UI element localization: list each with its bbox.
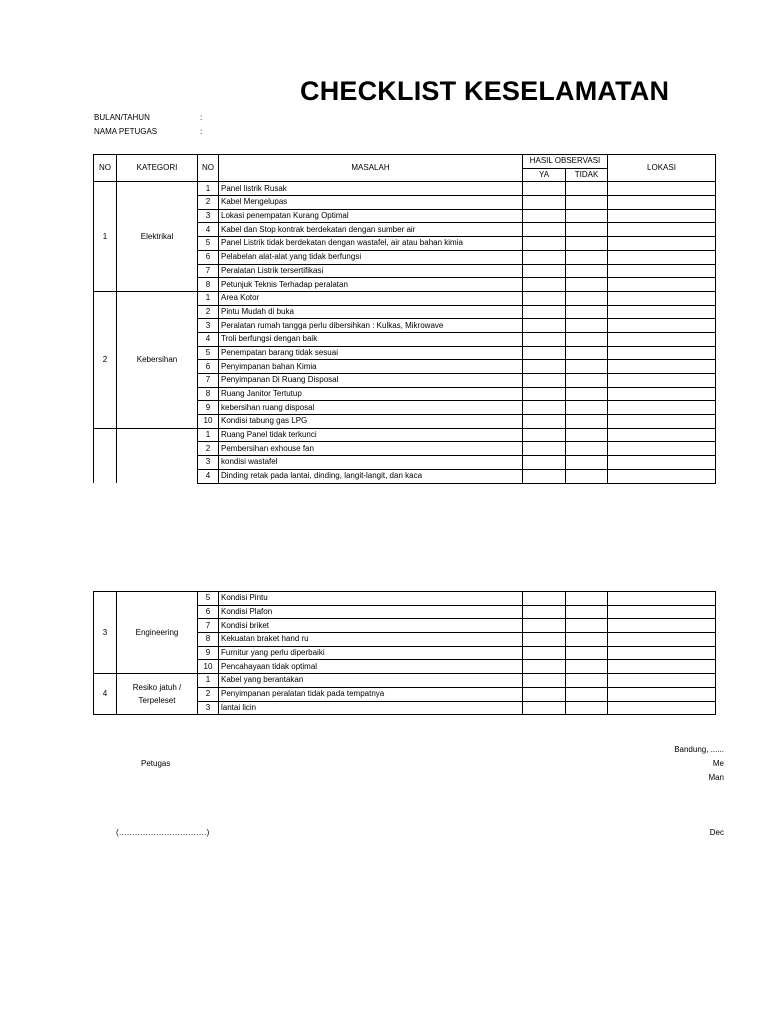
- header-no: NO: [94, 155, 117, 182]
- item-number: 1: [198, 428, 219, 442]
- ya-cell[interactable]: [523, 319, 566, 333]
- item-text: kondisi wastafel: [219, 456, 523, 470]
- tidak-cell[interactable]: [566, 469, 608, 483]
- item-number: 1: [198, 674, 219, 688]
- item-text: Kabel dan Stop kontrak berdekatan dengan sumber air: [219, 223, 523, 237]
- lokasi-cell[interactable]: [608, 592, 716, 606]
- item-text: Panel listrik Rusak: [219, 182, 523, 196]
- item-text: Kabel yang berantakan: [219, 674, 523, 688]
- lokasi-cell[interactable]: [608, 182, 716, 196]
- item-text: Penyimpanan Di Ruang Disposal: [219, 374, 523, 388]
- header-lokasi: LOKASI: [608, 155, 716, 182]
- item-text: Penyimpanan bahan Kimia: [219, 360, 523, 374]
- ya-cell[interactable]: [523, 428, 566, 442]
- bulan-tahun-colon: :: [200, 113, 203, 122]
- item-text: Kondisi Plafon: [219, 605, 523, 619]
- tidak-cell[interactable]: [566, 278, 608, 292]
- ya-cell[interactable]: [523, 223, 566, 237]
- item-number: 5: [198, 346, 219, 360]
- item-number: 5: [198, 237, 219, 251]
- item-text: lantai licin: [219, 701, 523, 715]
- ya-cell[interactable]: [523, 701, 566, 715]
- table-header-row: [94, 155, 716, 169]
- item-text: Kondisi briket: [219, 619, 523, 633]
- lokasi-cell[interactable]: [608, 278, 716, 292]
- ya-cell[interactable]: [523, 237, 566, 251]
- bulan-tahun-label: BULAN/TAHUN: [94, 113, 150, 122]
- item-number: 4: [198, 223, 219, 237]
- category-number: 4: [94, 674, 117, 715]
- lokasi-cell[interactable]: [608, 223, 716, 237]
- lokasi-cell[interactable]: [608, 291, 716, 305]
- header-masalah: MASALAH: [219, 155, 523, 182]
- tidak-cell[interactable]: [566, 346, 608, 360]
- category-name: [117, 674, 198, 715]
- item-number: 10: [198, 415, 219, 429]
- table-row: [94, 592, 716, 606]
- petugas-signature: (……………………………): [116, 828, 210, 837]
- category-name: Engineering: [117, 592, 198, 674]
- item-text: Ruang Panel tidak terkunci: [219, 428, 523, 442]
- ya-cell[interactable]: [523, 674, 566, 688]
- category-number: 1: [94, 182, 117, 292]
- tidak-cell[interactable]: [566, 374, 608, 388]
- tidak-cell[interactable]: [566, 633, 608, 647]
- lokasi-cell[interactable]: [608, 687, 716, 701]
- header-tidak: TIDAK: [566, 168, 608, 182]
- item-text: Peralatan rumah tangga perlu dibersihkan : Kulkas, Mikrowave: [219, 319, 523, 333]
- item-number: 7: [198, 374, 219, 388]
- lokasi-cell[interactable]: [608, 305, 716, 319]
- lokasi-cell[interactable]: [608, 209, 716, 223]
- lokasi-cell[interactable]: [608, 442, 716, 456]
- lokasi-cell[interactable]: [608, 674, 716, 688]
- item-text: Area Kotor: [219, 291, 523, 305]
- category-name: Elektrikal: [117, 182, 198, 292]
- item-text: Petunjuk Teknis Terhadap peralatan: [219, 278, 523, 292]
- category-name-line1: Resiko jatuh /: [132, 683, 182, 693]
- tidak-cell[interactable]: [566, 687, 608, 701]
- item-number: 1: [198, 291, 219, 305]
- ya-cell[interactable]: [523, 415, 566, 429]
- tidak-cell[interactable]: [566, 442, 608, 456]
- page-title: CHECKLIST KESELAMATAN: [300, 76, 670, 106]
- tidak-cell[interactable]: [566, 605, 608, 619]
- ya-cell[interactable]: [523, 442, 566, 456]
- ya-cell[interactable]: [523, 305, 566, 319]
- item-number: 2: [198, 687, 219, 701]
- ya-cell[interactable]: [523, 401, 566, 415]
- ya-cell[interactable]: [523, 387, 566, 401]
- tidak-cell[interactable]: [566, 332, 608, 346]
- item-number: 4: [198, 469, 219, 483]
- nama-petugas-field: [94, 127, 203, 136]
- lokasi-cell[interactable]: [608, 701, 716, 715]
- item-text: Pelabelan alat-alat yang tidak berfungsi: [219, 250, 523, 264]
- ya-cell[interactable]: [523, 291, 566, 305]
- item-number: 7: [198, 264, 219, 278]
- tidak-cell[interactable]: [566, 701, 608, 715]
- lokasi-cell[interactable]: [608, 428, 716, 442]
- lokasi-cell[interactable]: [608, 605, 716, 619]
- ya-cell[interactable]: [523, 469, 566, 483]
- lokasi-cell[interactable]: [608, 264, 716, 278]
- table-row: [94, 182, 716, 196]
- item-text: Furnitur yang perlu diperbaiki: [219, 646, 523, 660]
- lokasi-cell[interactable]: [608, 196, 716, 210]
- category-name-line2: Terpeleset: [138, 696, 176, 706]
- nama-petugas-label: NAMA PETUGAS: [94, 127, 158, 136]
- tidak-cell[interactable]: [566, 250, 608, 264]
- item-number: 6: [198, 360, 219, 374]
- item-text: Dinding retak pada lantai, dinding, langit-langit, dan kaca: [219, 469, 523, 483]
- nama-petugas-colon: :: [200, 127, 203, 136]
- ya-cell[interactable]: [523, 278, 566, 292]
- item-number: 8: [198, 278, 219, 292]
- header-kategori: KATEGORI: [117, 155, 198, 182]
- item-text: Pencahayaan tidak optimal: [219, 660, 523, 674]
- tidak-cell[interactable]: [566, 237, 608, 251]
- tidak-cell[interactable]: [566, 428, 608, 442]
- category-name-empty: [117, 428, 198, 483]
- table-row: [94, 674, 716, 688]
- item-text: Peralatan Listrik tersertifikasi: [219, 264, 523, 278]
- lokasi-cell[interactable]: [608, 469, 716, 483]
- ya-cell[interactable]: [523, 346, 566, 360]
- item-number: 6: [198, 605, 219, 619]
- item-number: 2: [198, 196, 219, 210]
- ya-cell[interactable]: [523, 360, 566, 374]
- tidak-cell[interactable]: [566, 305, 608, 319]
- item-number: 3: [198, 319, 219, 333]
- lokasi-cell[interactable]: [608, 250, 716, 264]
- tidak-cell[interactable]: [566, 387, 608, 401]
- item-text: Kekuatan braket hand ru: [219, 633, 523, 647]
- item-text: Pintu Mudah di buka: [219, 305, 523, 319]
- header-ya: YA: [523, 168, 566, 182]
- item-text: Penyimpanan peralatan tidak pada tempatnya: [219, 687, 523, 701]
- ya-cell[interactable]: [523, 633, 566, 647]
- ya-cell[interactable]: [523, 605, 566, 619]
- item-number: 1: [198, 182, 219, 196]
- ya-cell[interactable]: [523, 264, 566, 278]
- ya-cell[interactable]: [523, 456, 566, 470]
- ya-cell[interactable]: [523, 646, 566, 660]
- tidak-cell[interactable]: [566, 182, 608, 196]
- item-number: 9: [198, 646, 219, 660]
- tidak-cell[interactable]: [566, 456, 608, 470]
- lokasi-cell[interactable]: [608, 346, 716, 360]
- ya-cell[interactable]: [523, 182, 566, 196]
- item-number: 2: [198, 305, 219, 319]
- ya-cell[interactable]: [523, 619, 566, 633]
- category-number-empty: [94, 428, 117, 483]
- lokasi-cell[interactable]: [608, 237, 716, 251]
- tidak-cell[interactable]: [566, 360, 608, 374]
- header-no-item: NO: [198, 155, 219, 182]
- item-number: 9: [198, 401, 219, 415]
- tidak-cell[interactable]: [566, 660, 608, 674]
- lokasi-cell[interactable]: [608, 360, 716, 374]
- checklist-table-part2: [93, 591, 716, 715]
- ya-cell[interactable]: [523, 592, 566, 606]
- ya-cell[interactable]: [523, 332, 566, 346]
- tidak-cell[interactable]: [566, 196, 608, 210]
- ya-cell[interactable]: [523, 660, 566, 674]
- item-text: Panel Listrik tidak berdekatan dengan wastafel, air atau bahan kimia: [219, 237, 523, 251]
- item-number: 6: [198, 250, 219, 264]
- ya-cell[interactable]: [523, 374, 566, 388]
- item-text: Troli berfungsi dengan baik: [219, 332, 523, 346]
- lokasi-cell[interactable]: [608, 633, 716, 647]
- mengetahui-label: Me: [712, 759, 724, 768]
- tidak-cell[interactable]: [566, 223, 608, 237]
- item-text: kebersihan ruang disposal: [219, 401, 523, 415]
- item-text: Kondisi tabung gas LPG: [219, 415, 523, 429]
- item-number: 8: [198, 633, 219, 647]
- tidak-cell[interactable]: [566, 319, 608, 333]
- bandung-date: Bandung, ......: [674, 745, 724, 754]
- lokasi-cell[interactable]: [608, 619, 716, 633]
- item-number: 10: [198, 660, 219, 674]
- tidak-cell[interactable]: [566, 646, 608, 660]
- lokasi-cell[interactable]: [608, 387, 716, 401]
- lokasi-cell[interactable]: [608, 332, 716, 346]
- tidak-cell[interactable]: [566, 291, 608, 305]
- category-number: 2: [94, 291, 117, 428]
- category-number: 3: [94, 592, 117, 674]
- lokasi-cell[interactable]: [608, 415, 716, 429]
- tidak-cell[interactable]: [566, 415, 608, 429]
- manager-signature: Dec: [709, 828, 724, 837]
- ya-cell[interactable]: [523, 687, 566, 701]
- lokasi-cell[interactable]: [608, 401, 716, 415]
- header-hasil-observasi: HASIL OBSERVASI: [523, 155, 608, 169]
- item-text: Lokasi penempatan Kurang Optimal: [219, 209, 523, 223]
- item-text: Penempatan barang tidak sesuai: [219, 346, 523, 360]
- item-number: 3: [198, 209, 219, 223]
- tidak-cell[interactable]: [566, 209, 608, 223]
- lokasi-cell[interactable]: [608, 646, 716, 660]
- item-text: Kondisi Pintu: [219, 592, 523, 606]
- item-number: 8: [198, 387, 219, 401]
- table-row: [94, 291, 716, 305]
- tidak-cell[interactable]: [566, 401, 608, 415]
- item-text: Ruang Janitor Tertutup: [219, 387, 523, 401]
- lokasi-cell[interactable]: [608, 319, 716, 333]
- tidak-cell[interactable]: [566, 674, 608, 688]
- tidak-cell[interactable]: [566, 619, 608, 633]
- manager-label: Man: [708, 773, 724, 782]
- ya-cell[interactable]: [523, 250, 566, 264]
- ya-cell[interactable]: [523, 196, 566, 210]
- table-row: [94, 428, 716, 442]
- lokasi-cell[interactable]: [608, 456, 716, 470]
- category-name: Kebersihan: [117, 291, 198, 428]
- lokasi-cell[interactable]: [608, 660, 716, 674]
- petugas-label: Petugas: [141, 759, 171, 768]
- bulan-tahun-field: [94, 113, 203, 122]
- item-number: 2: [198, 442, 219, 456]
- item-number: 5: [198, 592, 219, 606]
- item-number: 3: [198, 456, 219, 470]
- item-text: Pembersihan exhouse fan: [219, 442, 523, 456]
- checklist-table-part1: [93, 154, 716, 484]
- lokasi-cell[interactable]: [608, 374, 716, 388]
- item-text: Kabel Mengelupas: [219, 196, 523, 210]
- item-number: 4: [198, 332, 219, 346]
- item-number: 7: [198, 619, 219, 633]
- tidak-cell[interactable]: [566, 264, 608, 278]
- ya-cell[interactable]: [523, 209, 566, 223]
- tidak-cell[interactable]: [566, 592, 608, 606]
- item-number: 3: [198, 701, 219, 715]
